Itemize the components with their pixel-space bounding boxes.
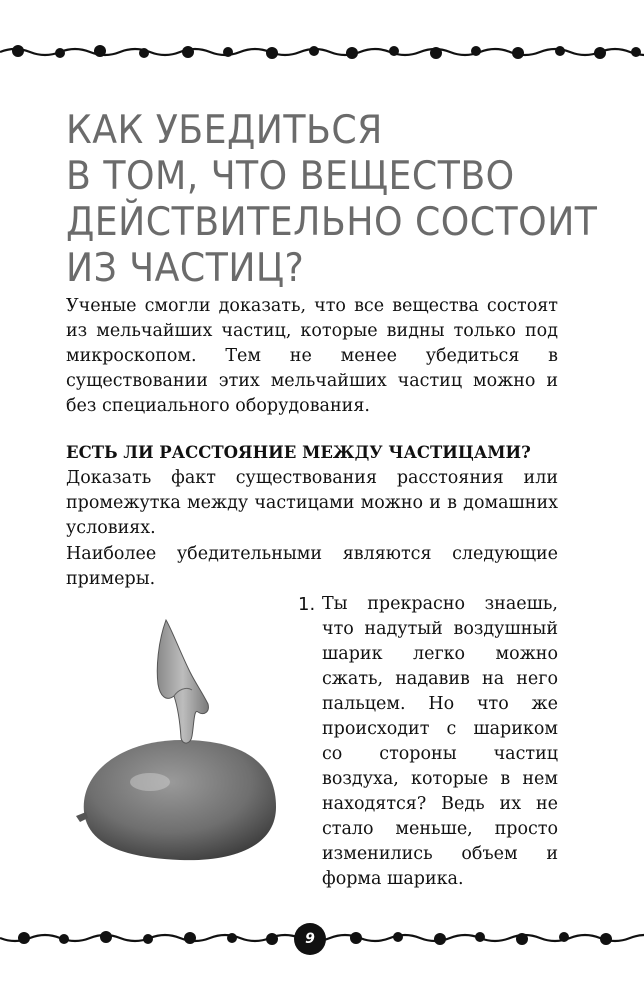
section-paragraph: Наиболее убедительными являются следующие примеры. <box>66 544 558 589</box>
list-item-text: Ты прекрасно знаешь, что надутый воздушный шарик легко можно сжать, надавив на него пальцем. Но что же происходит с шариком со стороны частиц воздуха, которые в нем находятся? Ведь их не стало меньше, просто изменились объем и форма шарика. <box>322 594 558 889</box>
title-line: КАК УБЕДИТЬСЯ <box>66 108 383 153</box>
top-dotted-border <box>0 32 644 72</box>
balloon-photo <box>62 612 294 874</box>
intro-paragraph: Ученые смогли доказать, что все вещества состоят из мельчайших частиц, которые видны только под микроскопом. Тем не менее убедиться в существовании этих мельчайших частиц можно и без специального оборудования. <box>66 296 558 416</box>
title-line: В ТОМ, ЧТО ВЕЩЕСТВО <box>66 154 515 199</box>
list-item-number: 1. <box>298 594 316 615</box>
title-line: ДЕЙСТВИТЕЛЬНО СОСТОИТ <box>66 200 598 245</box>
page-number-badge <box>294 923 326 955</box>
title-line: ИЗ ЧАСТИЦ? <box>66 246 305 291</box>
section-heading: ЕСТЬ ЛИ РАССТОЯНИЕ МЕЖДУ ЧАСТИЦАМИ? <box>66 443 531 462</box>
section-paragraph: Доказать факт существования расстояния или промежутка между частицами можно и в домашних условиях. <box>66 468 558 538</box>
page-title <box>66 108 598 292</box>
page-number: 9 <box>305 931 315 947</box>
